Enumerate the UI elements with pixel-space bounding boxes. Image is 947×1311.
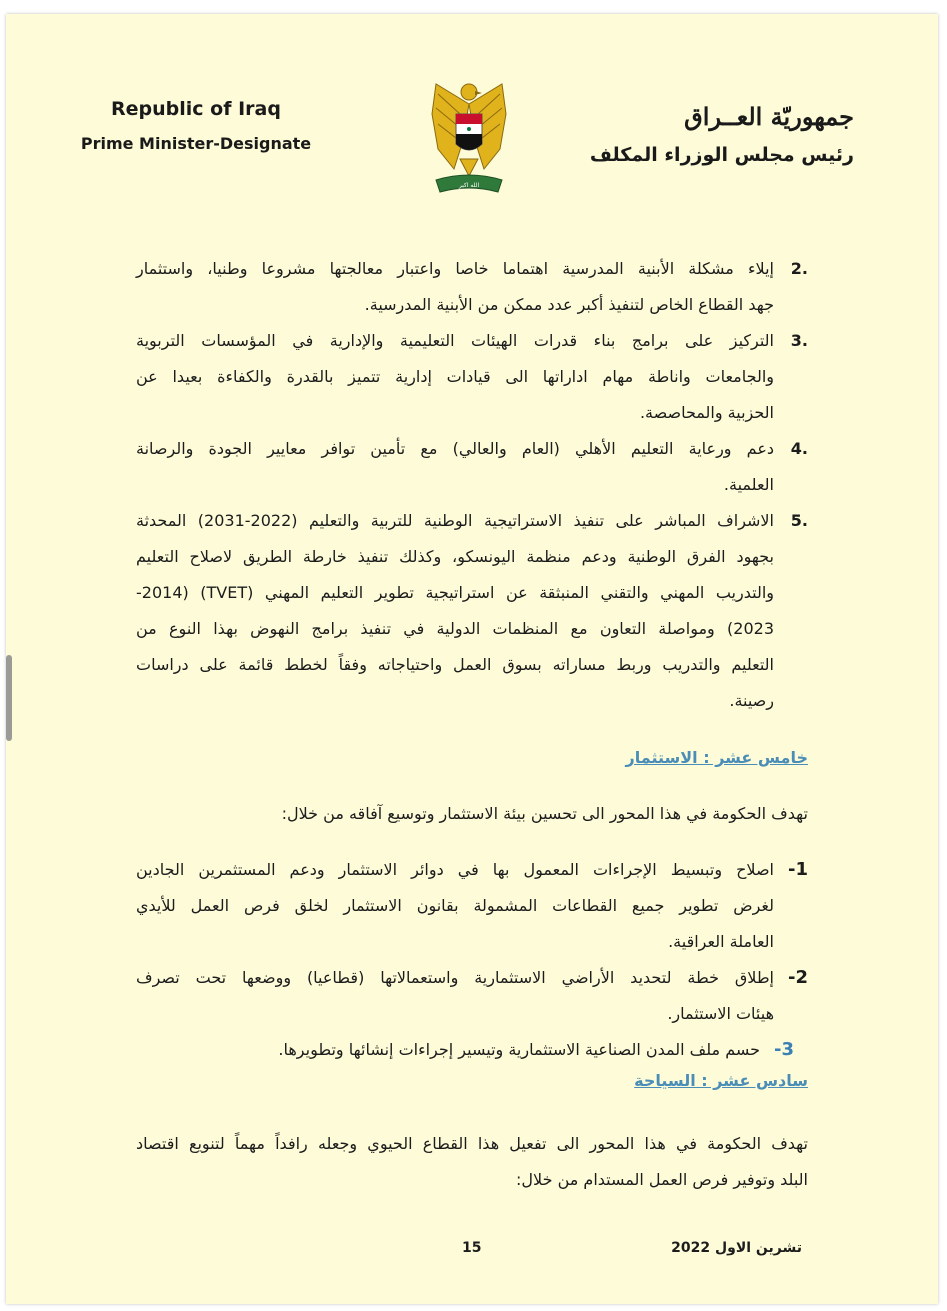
item-line: جهد القطاع الخاص لتنفيذ أكبر عدد ممكن من الأبنية المدرسية. [364, 295, 774, 314]
list-item [136, 431, 808, 503]
item-line: التعليم والتدريب وربط مساراته بسوق العمل واحتياجاته وفقاً لخطط قائمة على دراسات [136, 655, 774, 674]
item-line: اصلاح وتبسيط الإجراءات المعمول بها في دوائر الاستثمار ودعم المستثمرين الجادين [136, 860, 774, 879]
item-number: 3- [773, 1039, 794, 1060]
scrollbar-handle[interactable] [6, 655, 12, 741]
item-number: 1- [787, 859, 808, 880]
item-line: حسم ملف المدن الصناعية الاستثمارية وتيسير إجراءات إنشائها وتطويرها. [278, 1040, 760, 1059]
intro-line: البلد وتوفير فرص العمل المستدام من خلال: [516, 1170, 808, 1189]
item-line: رصينة. [729, 691, 774, 710]
intro-line: تهدف الحكومة في هذا المحور الى تفعيل هذا القطاع الحيوي وجعله رافداً مهماً لتنويع اقتصاد [136, 1134, 808, 1153]
item-number: .3 [790, 331, 808, 350]
section-intro-investment: تهدف الحكومة في هذا المحور الى تحسين بيئة الاستثمار وتوسيع آفاقه من خلال: [281, 804, 808, 823]
list-item [136, 1032, 794, 1068]
list-item [136, 323, 808, 431]
list-item [136, 852, 808, 960]
item-line: لغرض تطوير جميع القطاعات المشمولة بقانون الاستثمار لخلق فرص العمل للأيدي [136, 896, 774, 915]
header-arabic-title: جمهوريّة العــراق [684, 102, 854, 131]
header-english-subtitle: Prime Minister-Designate [80, 134, 312, 153]
list-item [136, 503, 808, 719]
section-heading-tourism: سادس عشر : السياحة [634, 1071, 808, 1090]
investment-items [136, 852, 808, 1068]
page-number: 15 [462, 1240, 482, 1256]
item-line: الحزبية والمحاصصة. [639, 403, 774, 422]
item-number: .2 [790, 259, 808, 278]
header-arabic-subtitle: رئيس مجلس الوزراء المكلف [589, 144, 854, 166]
document-page [6, 14, 938, 1304]
iraq-eagle-emblem-icon [426, 74, 512, 200]
item-number: .4 [790, 439, 808, 458]
section-intro-tourism [136, 1126, 808, 1198]
item-line: والجامعات واناطة مهام اداراتها الى قيادات إدارية تتميز بالقدرة والكفاءة بعيدا عن [136, 367, 774, 386]
item-line: العلمية. [723, 475, 774, 494]
item-line: دعم ورعاية التعليم الأهلي (العام والعالي) مع تأمين توافر معايير الجودة والرصانة [136, 439, 774, 458]
item-line: والتدريب المهني والتقني المنبثقة عن استراتيجية تطوير التعليم المهني (TVET) (2014- [136, 583, 774, 602]
item-line: إيلاء مشكلة الأبنية المدرسية اهتماما خاصا واعتبار معالجتها مشروعا وطنيا، واستثمار [136, 259, 774, 278]
emblem-banner-text: الله اكبر [458, 182, 480, 189]
education-items [136, 251, 808, 719]
header-english-title: Republic of Iraq [111, 98, 281, 120]
list-item [136, 960, 808, 1032]
item-line: الاشراف المباشر على تنفيذ الاستراتيجية الوطنية للتربية والتعليم (2022-2031) المحدثة [136, 511, 774, 530]
section-heading-investment: خامس عشر : الاستثمار [625, 748, 808, 767]
item-line: العاملة العراقية. [668, 932, 774, 951]
item-line: إطلاق خطة لتحديد الأراضي الاستثمارية واستعمالاتها (قطاعيا) ووضعها تحت تصرف [136, 968, 774, 987]
list-item [136, 251, 808, 323]
item-number: .5 [790, 511, 808, 530]
item-number: 2- [787, 967, 808, 988]
item-line: التركيز على برامج بناء قدرات الهيئات التعليمية والإدارية في المؤسسات التربوية [136, 331, 774, 350]
item-line: 2023) ومواصلة التعاون مع المنظمات الدولية في تنفيذ برامج النهوض بهذا النوع من [136, 619, 774, 638]
item-line: هيئات الاستثمار. [667, 1004, 774, 1023]
item-line: بجهود الفرق الوطنية ودعم منظمة اليونسكو، وكذلك تنفيذ خارطة الطريق لاصلاح التعليم [136, 547, 774, 566]
footer-date: تشرين الاول 2022 [671, 1240, 802, 1256]
